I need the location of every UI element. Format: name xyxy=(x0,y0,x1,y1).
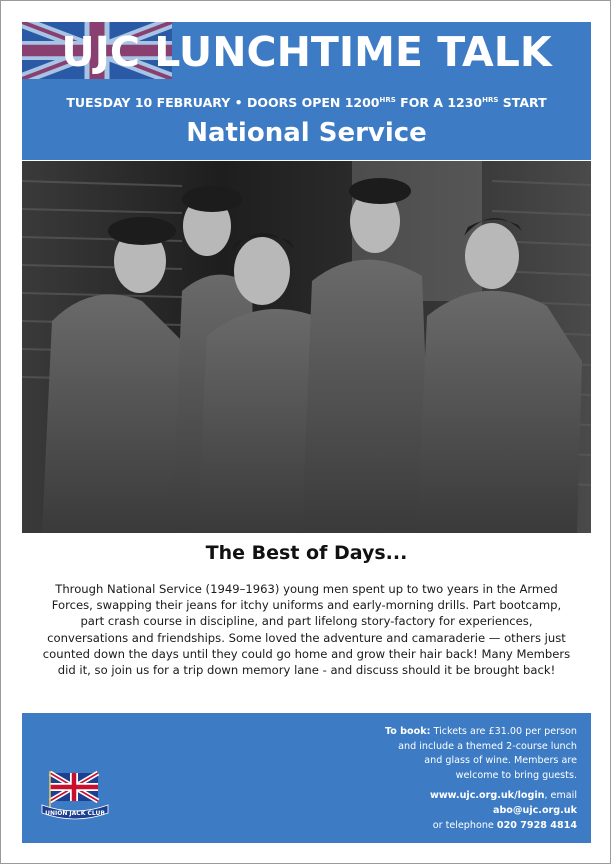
contact-email-line xyxy=(247,804,577,819)
booking-label: To book: xyxy=(384,726,431,737)
hrs-superscript: HRS xyxy=(482,96,499,104)
page-title: UJC LUNCHTIME TALK xyxy=(61,28,552,76)
hrs-superscript: HRS xyxy=(379,96,396,104)
header-banner xyxy=(22,22,591,160)
booking-line-1: To book: Tickets are £31.00 per person xyxy=(384,726,577,737)
doors-open-time: DOORS OPEN 1200 xyxy=(246,95,380,110)
booking-info xyxy=(247,725,577,833)
section-heading: The Best of Days... xyxy=(205,542,408,564)
booking-line-4: welcome to bring guests. xyxy=(455,769,577,781)
contact-phone-line: or telephone 020 7928 4814 xyxy=(432,819,577,831)
start-label: START xyxy=(502,95,547,110)
description-paragraph: Through National Service (1949–1963) young men spent up to two years in the Armed Forces, swapping their jeans for itchy uniforms and early-morning drills. Part bootcamp, part crash course in discipline, and part lifelong story-factory for experiences, conversations and friendships. Some loved the adventure and camaraderie — others just counted down the days until they could go home and grow their hair back! Many Members did it, so join us for a trip down memory lane - and discuss should it be brought back! xyxy=(42,582,571,678)
event-date-time xyxy=(22,92,591,111)
website-link[interactable]: www.ujc.org.uk/login xyxy=(429,790,545,802)
soldiers-photo xyxy=(22,161,591,533)
phone-number[interactable]: 020 7928 4814 xyxy=(496,819,577,831)
separator-bullet: • xyxy=(234,95,243,110)
email-link[interactable]: abo@ujc.org.uk xyxy=(492,804,577,816)
booking-line-2: and include a themed 2-course lunch xyxy=(398,740,577,752)
talk-title: National Service xyxy=(186,118,427,148)
contact-website-line: www.ujc.org.uk/login, email xyxy=(429,790,577,802)
logo-text: UNION JACK CLUB xyxy=(45,810,105,817)
footer-banner xyxy=(22,713,591,843)
event-date: TUESDAY 10 FEBRUARY xyxy=(66,95,231,110)
booking-line-3: and glass of wine. Members are xyxy=(424,755,577,767)
union-jack-club-logo xyxy=(40,769,110,829)
start-time: FOR A 1230 xyxy=(400,95,483,110)
